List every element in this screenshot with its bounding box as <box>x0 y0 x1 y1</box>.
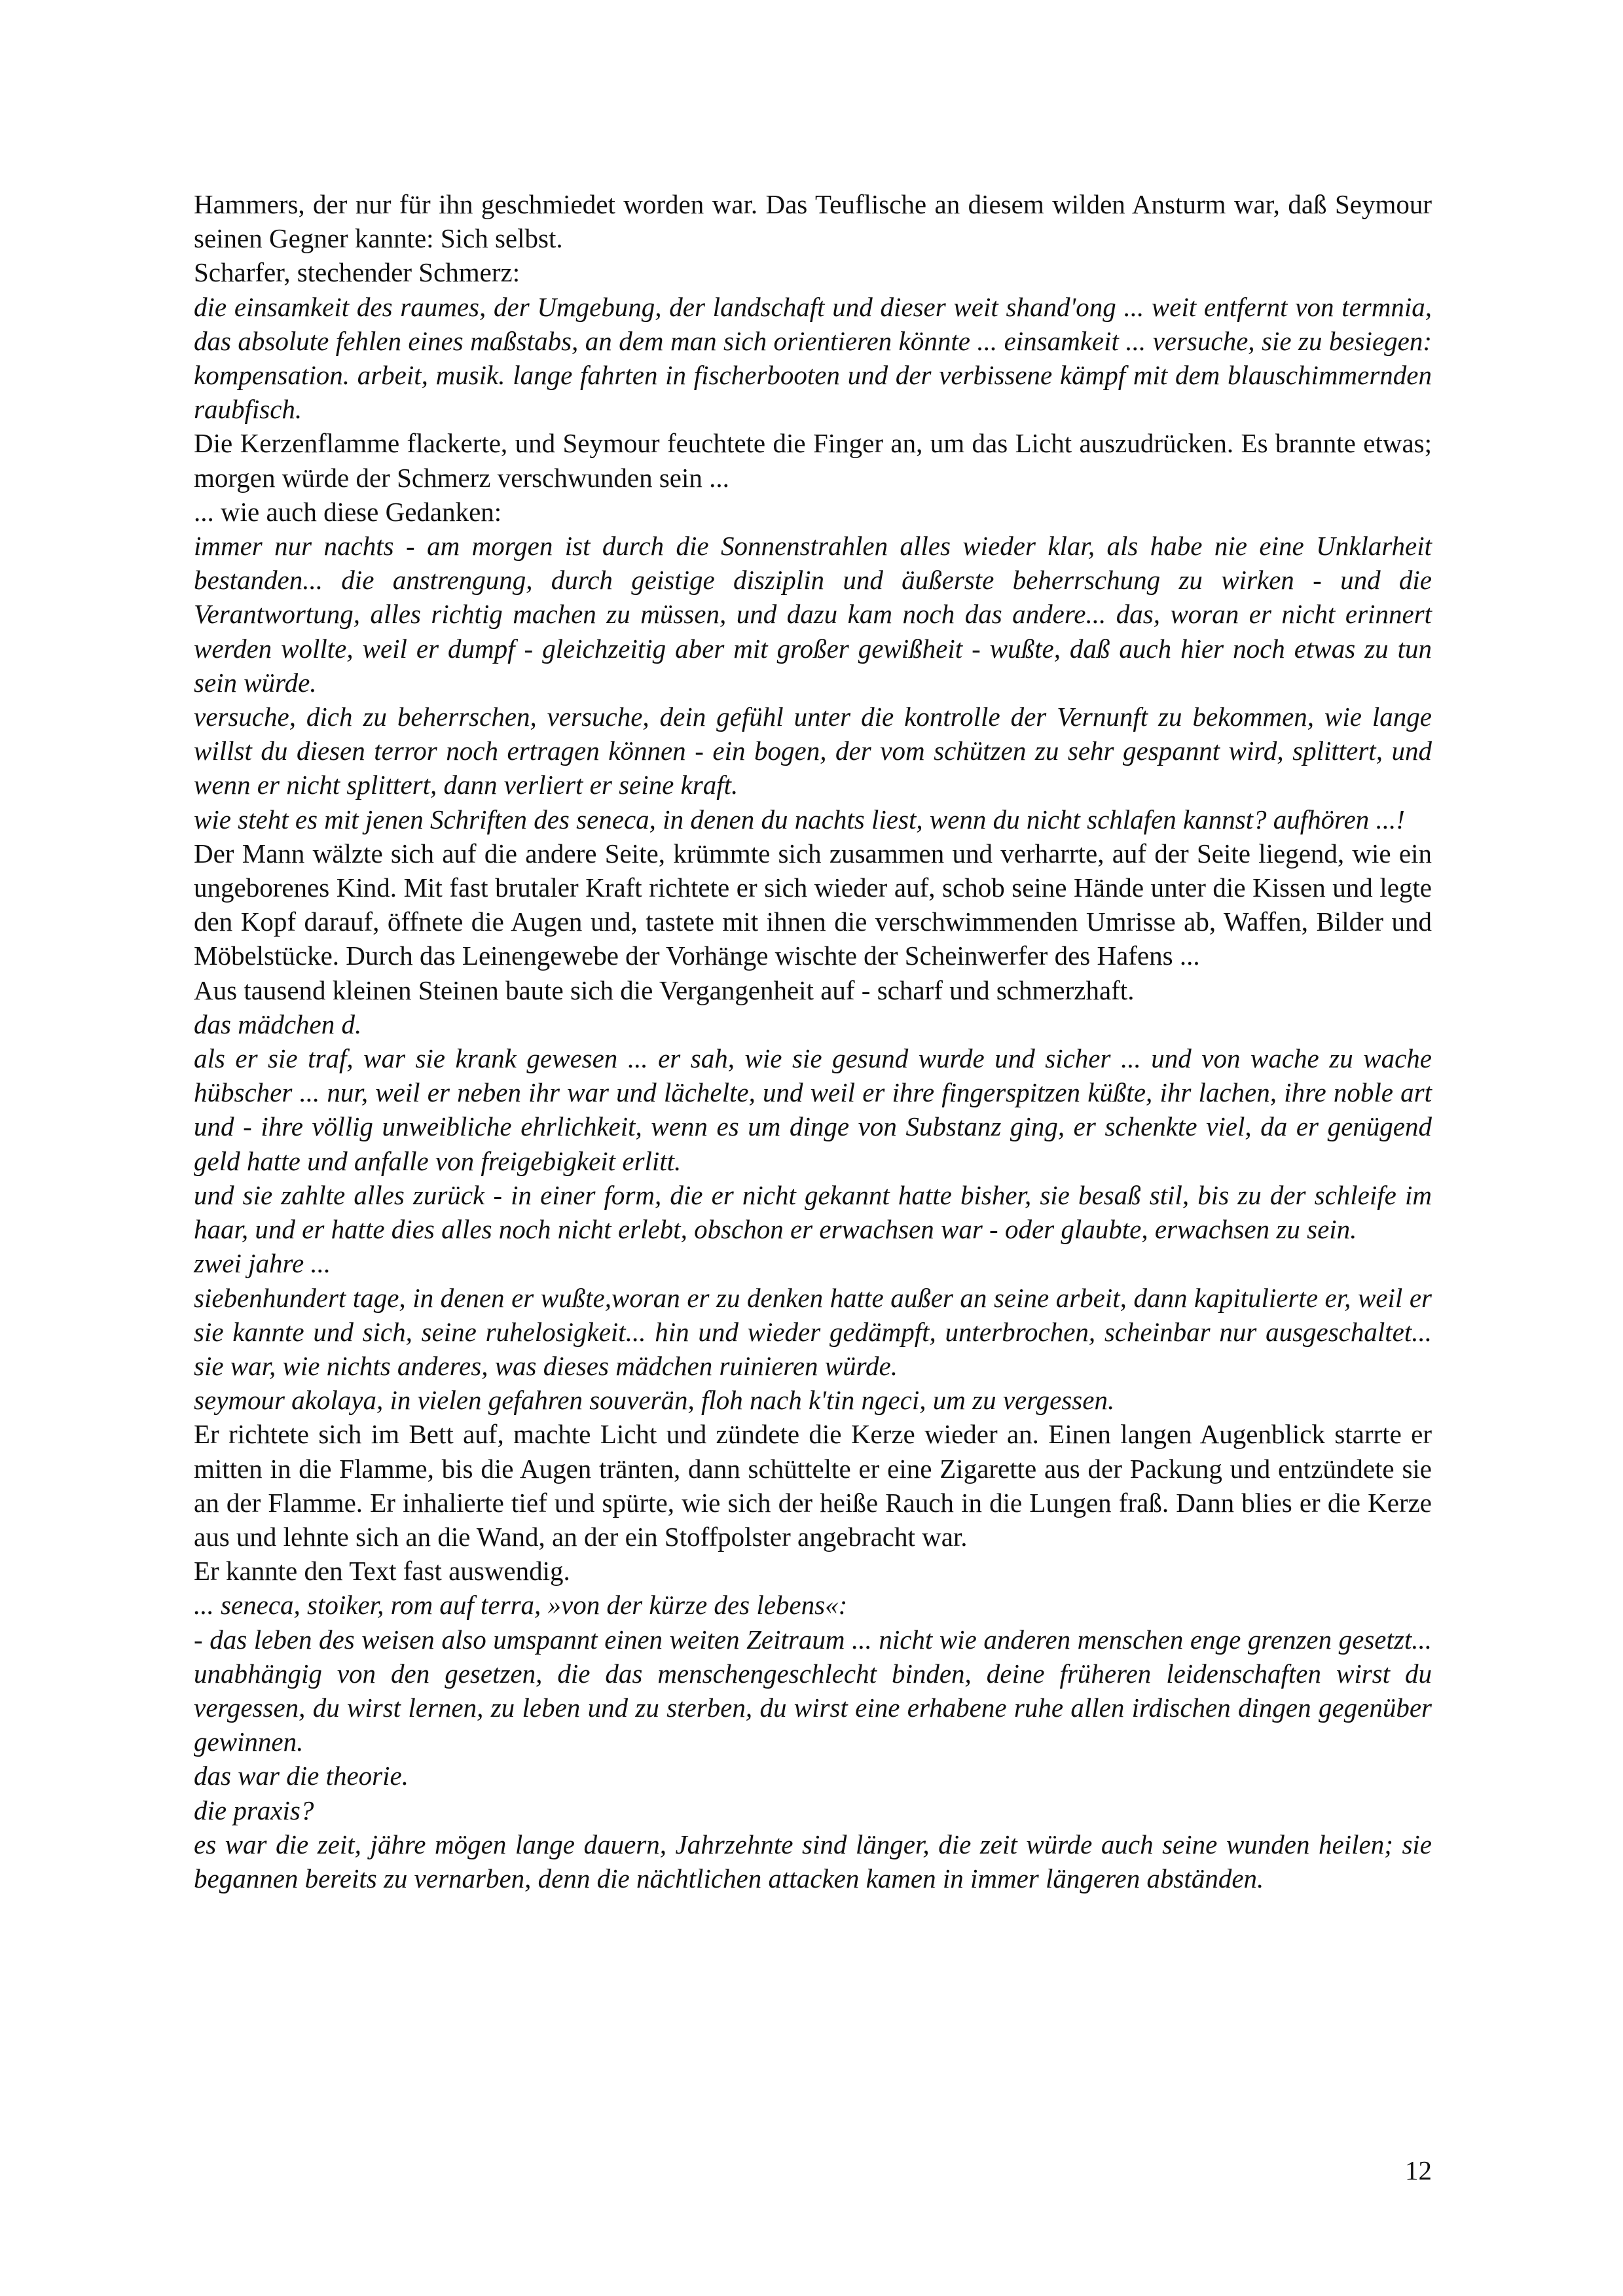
paragraph-10: Aus tausend kleinen Steinen baute sich die Vergangenheit auf - scharf und schmerzhaft. <box>194 975 1135 1005</box>
paragraph-5: ... wie auch diese Gedanken: <box>194 496 502 527</box>
paragraph-22: die praxis? <box>194 1795 314 1825</box>
paragraph-23: es war die zeit, jähre mögen lange dauern, Jahrzehnte sind länger, die zeit würde auch seine wunden heilen; sie begannen bereits zu vernarben, denn die nächtlichen attacken kamen in immer längeren abständen. <box>194 1829 1432 1893</box>
paragraph-18: Er kannte den Text fast auswendig. <box>194 1556 570 1587</box>
paragraph-4: Die Kerzenflamme flackerte, und Seymour feuchtete die Finger an, um das Licht auszudrücken. Es brannte etwas; morgen würde der Schmerz verschwunden sein ... <box>194 428 1432 493</box>
paragraph-15: siebenhundert tage, in denen er wußte,woran er zu denken hatte außer an seine arbeit, dann kapitulierte er, weil er sie kannte und sich, seine ruhelosigkeit... hin und wieder gedämpft, unterbrochen, scheinbar nur ausgeschaltet... sie war, wie nichts anderes, was dieses mädchen ruinieren würde. <box>194 1282 1432 1381</box>
paragraph-16: seymour akolaya, in vielen gefahren souverän, floh nach k'tin ngeci, um zu vergessen. <box>194 1385 1115 1416</box>
paragraph-2: Scharfer, stechender Schmerz: <box>194 257 520 288</box>
paragraph-8: wie steht es mit jenen Schriften des seneca, in denen du nachts liest, wenn du nicht schlafen kannst? aufhören ...! <box>194 804 1405 834</box>
paragraph-17: Er richtete sich im Bett auf, machte Licht und zündete die Kerze wieder an. Einen langen Augenblick starrte er mitten in die Flamme, bis die Augen tränten, dann schüttelte er eine Zigarette aus der Packung und entzündete sie an der Flamme. Er inhalierte tief und spürte, wie sich der heiße Rauch in die Lungen fraß. Dann blies er die Kerze aus und lehnte sich an die Wand, an der ein Stoffpolster angebracht war. <box>194 1419 1432 1552</box>
paragraph-9: Der Mann wälzte sich auf die andere Seite, krümmte sich zusammen und verharrte, auf der Seite liegend, wie ein ungeborenes Kind. Mit fast brutaler Kraft richtete er sich wieder auf, schob seine Hände unter die Kissen und legte den Kopf darauf, öffnete die Augen und, tastete mit ihnen die verschwimmenden Umrisse ab, Waffen, Bilder und Möbelstücke. Durch das Leinengewebe der Vorhänge wischte der Scheinwerfer des Hafens ... <box>194 838 1432 971</box>
paragraph-19: ... seneca, stoiker, rom auf terra, »von der kürze des lebens«: <box>194 1590 848 1621</box>
page-number: 12 <box>1405 2155 1432 2185</box>
paragraph-14: zwei jahre ... <box>194 1248 331 1279</box>
paragraph-13: und sie zahlte alles zurück - in einer form, die er nicht gekannt hatte bisher, sie besaß stil, bis zu der schleife im haar, und er hatte dies alles noch nicht erlebt, obschon er erwachsen war - oder glaubte, erwachsen zu sein. <box>194 1179 1432 1245</box>
paragraph-20: - das leben des weisen also umspannt einen weiten Zeitraum ... nicht wie anderen menschen enge grenzen gesetzt... unabhängig von den gesetzen, die das menschengeschlecht binden, deine früheren leidenschaften wirst du vergessen, du wirst lernen, zu leben und zu sterben, du wirst eine erhabene ruhe allen irdischen dingen gegenüber gewinnen. <box>194 1624 1432 1757</box>
paragraph-21: das war die theorie. <box>194 1761 409 1791</box>
paragraph-6: immer nur nachts - am morgen ist durch die Sonnenstrahlen alles wieder klar, als habe nie eine Unklarheit bestanden... die anstrengung, durch geistige disziplin und äußerste beherrschung zu wirken - und die Verantwortung, alles richtig machen zu müssen, und dazu kam noch das andere... das, woran er nicht erinnert werden wollte, weil er dumpf - gleichzeitig aber mit großer gewißheit - wußte, daß auch hier noch etwas zu tun sein würde. <box>194 531 1432 698</box>
paragraph-12: als er sie traf, war sie krank gewesen ... er sah, wie sie gesund wurde und sicher ... und von wache zu wache hübscher ... nur, weil er neben ihr war und lächelte, und weil er ihre fingerspitzen küßte, ihr lachen, ihre noble art und - ihre völlig unweibliche ehrlichkeit, wenn es um dinge von Substanz ging, er schenkte viel, da er genügend geld hatte und anfalle von freigebigkeit erlitt. <box>194 1043 1432 1176</box>
paragraph-11: das mädchen d. <box>194 1009 362 1039</box>
body-text <box>194 187 1432 1895</box>
paragraph-3: die einsamkeit des raumes, der Umgebung, der landschaft und dieser weit shand'ong ... weit entfernt von termnia, das absolute fehlen eines maßstabs, an dem man sich orientieren könnte ... einsamkeit ... versuche, sie zu besiegen: kompensation. arbeit, musik. lange fahrten in fischerbooten und der verbissene kämpf mit dem blauschimmernden raubfisch. <box>194 291 1432 425</box>
paragraph-7: versuche, dich zu beherrschen, versuche, dein gefühl unter die kontrolle der Vernunft zu bekommen, wie lange willst du diesen terror noch ertragen können - ein bogen, der vom schützen zu sehr gespannt wird, splittert, und wenn er nicht splittert, dann verliert er seine kraft. <box>194 702 1432 800</box>
paragraph-1: Hammers, der nur für ihn geschmiedet worden war. Das Teuflische an diesem wilden Ansturm war, daß Seymour seinen Gegner kannte: Sich selbst. <box>194 189 1432 254</box>
